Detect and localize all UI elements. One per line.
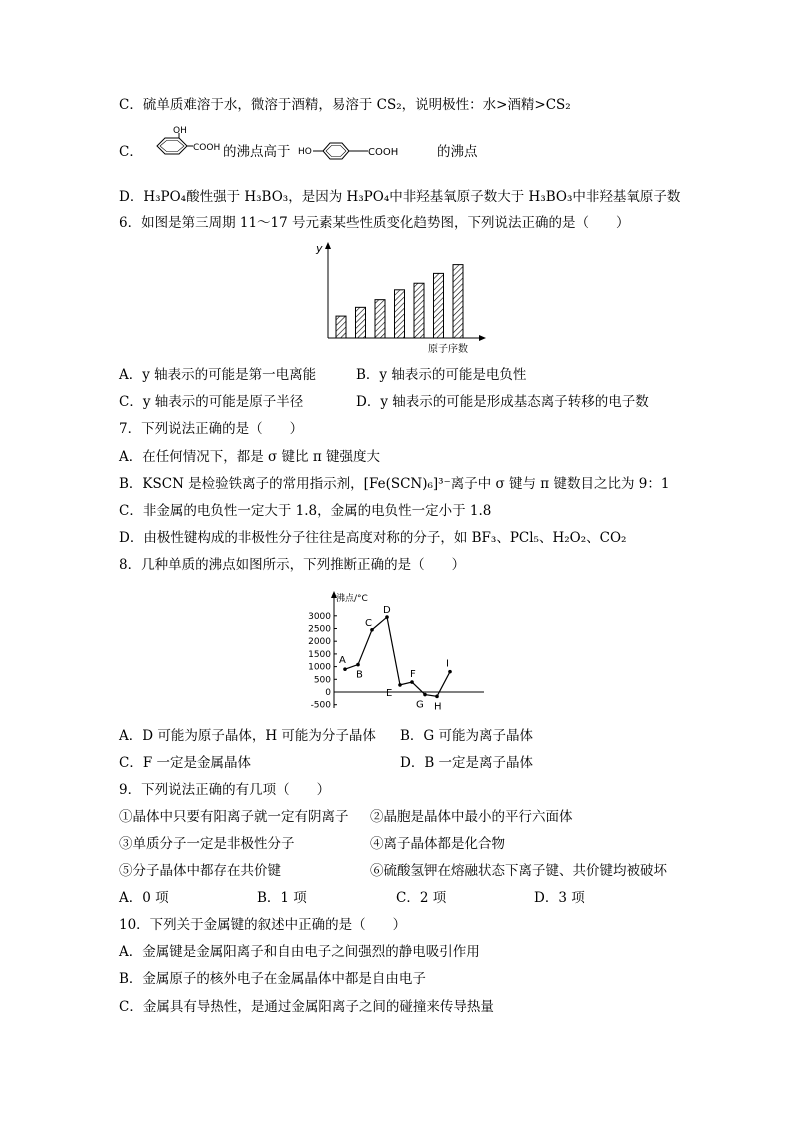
y-tick-label: 2000 [308, 637, 331, 648]
q10-option-a: A．金属键是金属阳离子和自由电子之间强烈的静电吸引作用 [119, 944, 480, 960]
point-label-E: E [386, 687, 393, 699]
cooh-label: COOH [193, 143, 221, 153]
point-label-C: C [365, 617, 372, 629]
boiling-point-chart [298, 586, 488, 716]
point-label-G: G [416, 699, 424, 711]
q9-option-d: D．3 项 [534, 890, 585, 906]
question-6: 6．如图是第三周期 11～17 号元素某些性质变化趋势图，下列说法正确的是（ ） [119, 215, 630, 231]
bar-16 [434, 273, 444, 338]
boiling-suffix: 的沸点 [437, 144, 478, 160]
point-H [435, 695, 439, 699]
structure-p-hydroxybenzoic-acid [298, 131, 438, 161]
oh-label: OH [173, 126, 187, 136]
q9-statement-3: ③单质分子一定是非极性分子 [119, 836, 295, 852]
q6-option-b: B．y 轴表示的可能是电负性 [356, 367, 527, 383]
bar-chart-period3 [310, 238, 490, 358]
structure-salicylic-acid [143, 124, 223, 168]
question-7: 7．下列说法正确的是（ ） [119, 421, 304, 437]
x-axis-label: 原子序数 [428, 344, 468, 355]
point-label-D: D [383, 605, 391, 617]
y-tick-label: 1500 [308, 649, 331, 660]
option-c-sulfur: C．硫单质难溶于水，微溶于酒精，易溶于 CS₂，说明极性：水>酒精>CS₂ [119, 97, 571, 113]
bar-13 [375, 300, 385, 338]
y-axis-arrow [325, 242, 331, 249]
q9-option-b: B．1 项 [257, 890, 307, 906]
q7-option-b: B．KSCN 是检验铁离子的常用指示剂，[Fe(SCN)₆]³⁻离子中 σ 键与 π 键数目之比为 9：1 [119, 476, 670, 492]
option-c-boiling [119, 143, 143, 161]
boiling-point-line [345, 617, 450, 696]
y-axis-label: y [316, 242, 323, 255]
point-E [398, 683, 402, 687]
x-axis-arrow [479, 335, 486, 341]
y-ticks [308, 612, 337, 711]
q9-statement-4: ④离子晶体都是化合物 [370, 836, 505, 852]
point-label-A: A [339, 655, 346, 667]
y-tick-label: 3000 [308, 611, 331, 622]
q9-option-c: C．2 项 [396, 890, 447, 906]
point-F [410, 680, 414, 684]
y-tick-label: 500 [313, 675, 331, 686]
q6-option-a: A．y 轴表示的可能是第一电离能 [119, 367, 317, 383]
q7-option-c: C．非金属的电负性一定大于 1.8，金属的电负性一定小于 1.8 [119, 503, 492, 519]
cooh-label-2: COOH [368, 147, 399, 158]
boiling-higher-text: 的沸点高于 [223, 144, 291, 160]
point-B [356, 663, 360, 667]
q9-option-a: A．0 项 [119, 890, 169, 906]
point-label-H: H [434, 701, 442, 713]
q6-option-d: D．y 轴表示的可能是形成基态离子转移的电子数 [356, 394, 649, 410]
q9-statement-2: ②晶胞是晶体中最小的平行六面体 [370, 809, 573, 825]
q10-option-c: C．金属具有导热性，是通过金属阳离子之间的碰撞来传导热量 [119, 999, 494, 1015]
ho-label: HO [298, 147, 312, 157]
bar-14 [395, 290, 405, 338]
bar-15 [414, 283, 424, 338]
q8-option-b: B．G 可能为离子晶体 [400, 728, 533, 744]
series-line [339, 605, 452, 712]
point-label-B: B [356, 669, 363, 681]
option-prefix: C． [119, 144, 143, 160]
y-tick-label: 2500 [308, 624, 331, 635]
q8-option-c: C．F 一定是金属晶体 [119, 755, 251, 771]
q9-statement-6: ⑥硫酸氢钾在熔融状态下离子键、共价键均被破坏 [370, 863, 667, 879]
point-G [423, 693, 427, 697]
bars [336, 265, 463, 338]
q10-option-b: B．金属原子的核外电子在金属晶体中都是自由电子 [119, 971, 426, 987]
point-I [448, 670, 452, 674]
q7-option-d: D．由极性键构成的非极性分子往往是高度对称的分子，如 BF₃、PCl₅、H₂O₂、CO₂ [119, 530, 627, 546]
question-8: 8．几种单质的沸点如图所示，下列推断正确的是（ ） [119, 557, 466, 573]
q8-option-a: A．D 可能为原子晶体，H 可能为分子晶体 [119, 728, 376, 744]
option-d-acid: D．H₃PO₄酸性强于 H₃BO₃，是因为 H₃PO₄中非羟基氧原子数大于 H₃BO₃中非羟基氧原子数 [119, 189, 681, 205]
q9-statement-1: ①晶体中只要有阳离子就一定有阴离子 [119, 809, 349, 825]
q9-statement-5: ⑤分子晶体中都存在共价键 [119, 863, 281, 879]
point-A [343, 667, 347, 671]
y-tick-label: 1000 [308, 662, 331, 673]
q7-option-a: A．在任何情况下，都是 σ 键比 π 键强度大 [119, 449, 381, 465]
q8-option-d: D．B 一定是离子晶体 [400, 755, 534, 771]
question-10: 10．下列关于金属键的叙述中正确的是（ ） [119, 917, 407, 933]
point-label-I: I [446, 658, 449, 670]
bar-11 [336, 316, 346, 338]
point-label-F: F [410, 669, 416, 681]
y-tick-label: 0 [325, 688, 331, 698]
q6-option-c: C．y 轴表示的可能是原子半径 [119, 394, 304, 410]
y-axis-label: 沸点/°C [336, 594, 368, 604]
bar-17 [453, 265, 463, 338]
bar-12 [356, 307, 366, 338]
question-9: 9．下列说法正确的有几项（ ） [119, 782, 331, 798]
y-tick-label: -500 [310, 700, 331, 711]
